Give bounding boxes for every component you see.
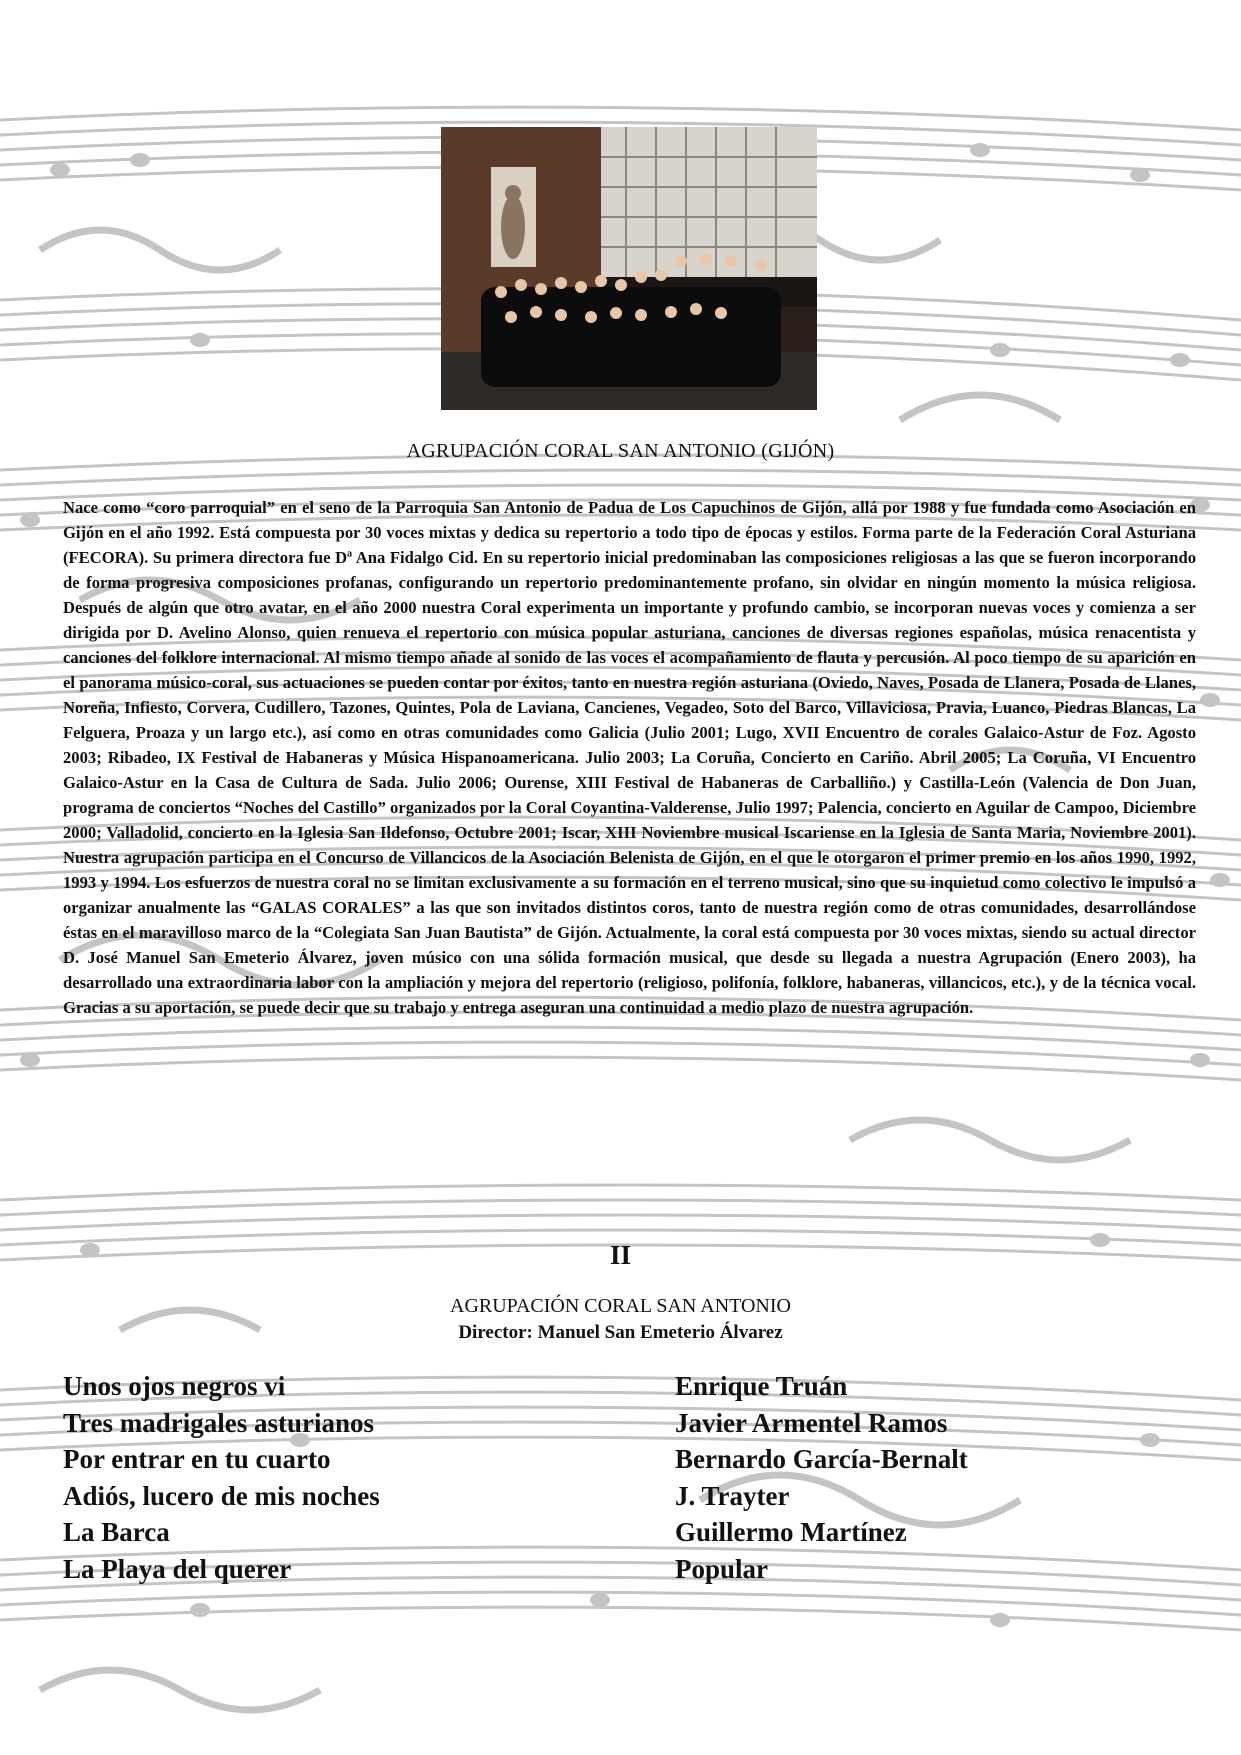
choir-name-heading: AGRUPACIÓN CORAL SAN ANTONIO xyxy=(450,1295,791,1317)
composer-name: J. Trayter xyxy=(675,1480,790,1511)
piece-title: La Playa del querer xyxy=(63,1553,292,1584)
program-item xyxy=(63,1478,1163,1515)
piece-title: Tres madrigales asturianos xyxy=(63,1407,375,1438)
piece-title: Adiós, lucero de mis noches xyxy=(63,1480,380,1511)
composer-name: Javier Armentel Ramos xyxy=(675,1407,948,1438)
piece-title: Unos ojos negros vi xyxy=(63,1371,286,1401)
piece-title: La Barca xyxy=(63,1517,170,1547)
composer-name: Enrique Truán xyxy=(675,1371,848,1401)
photo-caption: AGRUPACIÓN CORAL SAN ANTONIO (GIJÓN) xyxy=(406,440,835,462)
choir-photo xyxy=(441,127,817,410)
program-item xyxy=(63,1405,1163,1442)
composer-name: Bernardo García-Bernalt xyxy=(675,1444,968,1474)
section-number: II xyxy=(609,1240,631,1270)
program-item xyxy=(63,1514,1163,1551)
program-item xyxy=(63,1368,1163,1405)
choir-history-paragraph: Nace como “coro parroquial” en el seno de la Parroquia San Antonio de Padua de Los Capuchinos de Gijón, allá por 1988 y fue fundada como Asociación en Gijón en el año 1992. Está compuesta por 30 voces mixtas y dedica su repertorio a todo tipo de épocas y estilos. Forma parte de la Federación Coral Asturiana (FECORA). Su primera directora fue Dª Ana Fidalgo Cid. En su repertorio inicial predominaban las composiciones religiosas a las que se fueron incorporando de forma progresiva composiciones profanas, configurando un repertorio predominantemente profano, sin olvidar en ningún momento la música religiosa. Después de algún que otro avatar, en el año 2000 nuestra Coral experimenta un importante y profundo cambio, se incorporan nuevas voces y comienza a ser dirigida por D. Avelino Alonso, quien renueva el repertorio con música popular asturiana, canciones de diversas regiones españolas, música renacentista y canciones del folklore internacional. Al mismo tiempo añade al sonido de las voces el acompañamiento de flauta y percusión. Al poco tiempo de su aparición en el panorama músico-coral, sus actuaciones se pueden contar por éxitos, tanto en nuestra región asturiana (Oviedo, Naves, Posada de Llanera, Posada de Llanes, Noreña, Infiesto, Corvera, Cudillero, Tazones, Quintes, Pola de Laviana, Cancienes, Vegadeo, Soto del Barco, Villaviciosa, Pravia, Luanco, Piedras Blancas, La Felguera, Proaza y un largo etc.), así como en otras comunidades como Galicia (Julio 2001; Lugo, XVII Encuentro de corales Galaico-Astur de Foz. Agosto 2003; Ribadeo, IX Festival de Habaneras y Música Hispanoamericana. Julio 2003; La Coruña, Concierto en Cariño. Abril 2005; La Coruña, VI Encuentro Galaico-Astur en la Casa de Cultura de Sada. Julio 2006; Ourense, XIII Festival de Habaneras de Carballiño.) y Castilla-León (Valencia de Don Juan, programa de conciertos “Noches del Castillo” organizados por la Coral Coyantina-Valderense, Julio 1997; Palencia, concierto en Aguilar de Campoo, Diciembre 2000; Valladolid, concierto en la Iglesia San Ildefonso, Octubre 2001; Iscar, XIII Noviembre musical Iscariense en la Iglesia de Santa Maria, Noviembre 2001). Nuestra agrupación participa en el Concurso de Villancicos de la Asociación Belenista de Gijón, en el que le otorgaron el primer premio en los años 1990, 1992, 1993 y 1994. Los esfuerzos de nuestra coral no se limitan exclusivamente a su formación en el terreno musical, sino que su inquietud como colectivo le impulsó a organizar anualmente las “GALAS CORALES” a las que son invitados distintos coros, tanto de nuestra región como de otras comunidades, desarrollándose éstas en el maravilloso marco de la “Colegiata San Juan Bautista” de Gijón. Actualmente, la coral está compuesta por 30 voces mixtas, siendo su actual director D. José Manuel San Emeterio Álvarez, joven músico con una sólida formación musical, que desde su llegada a nuestra Agrupación (Enero 2003), ha desarrollado una extraordinaria labor con la ampliación y mejora del repertorio (religioso, polifonía, folklore, habaneras, villancicos, etc.), y de la técnica vocal. Gracias a su aportación, se puede decir que su trabajo y entrega aseguran una continuidad a medio plazo de nuestra agrupación. xyxy=(63,498,1196,1017)
composer-name: Guillermo Martínez xyxy=(675,1517,907,1547)
choir-photo-image xyxy=(441,127,817,410)
program-list xyxy=(63,1368,1163,1587)
director-line: Director: Manuel San Emeterio Álvarez xyxy=(458,1322,783,1343)
composer-name: Popular xyxy=(675,1553,769,1584)
program-item xyxy=(63,1441,1163,1478)
program-item xyxy=(63,1551,1163,1588)
piece-title: Por entrar en tu cuarto xyxy=(63,1444,331,1474)
